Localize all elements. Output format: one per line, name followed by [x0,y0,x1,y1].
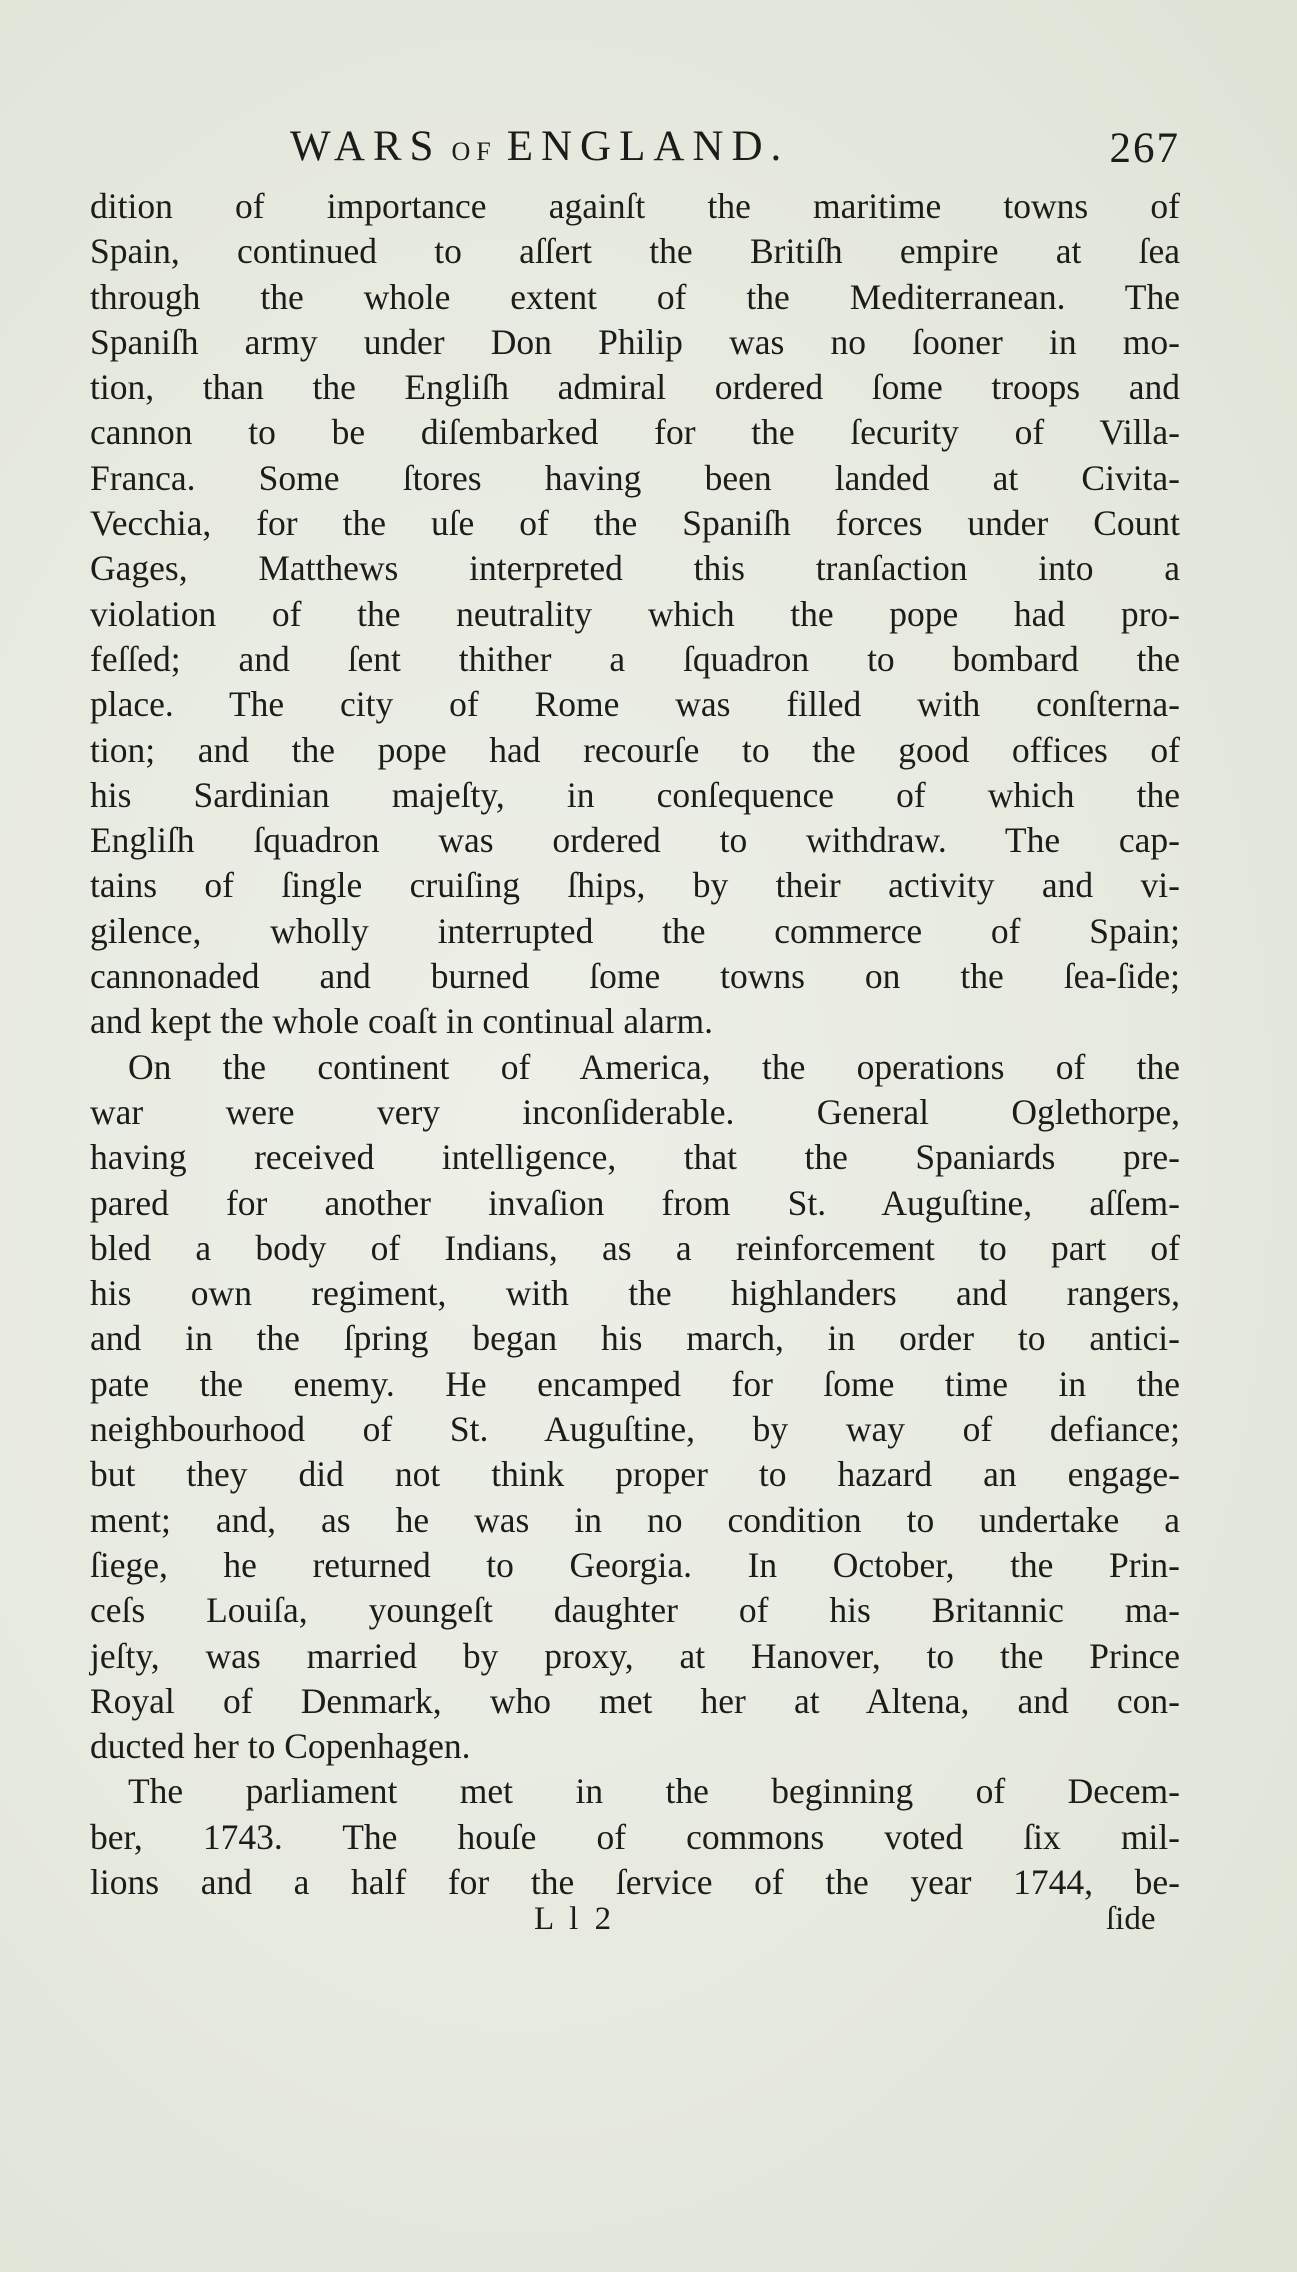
text-line: The parliament met in the beginning of Decem- [128,1771,1180,1812]
text-line: but they did not think proper to hazard an engage- [90,1454,1180,1495]
text-line: Gages, Matthews interpreted this tranſaction into a [90,548,1180,589]
text-line: Royal of Denmark, who met her at Altena, and con- [90,1680,1180,1721]
text-line: ber, 1743. The houſe of commons voted ſix mil- [90,1816,1180,1857]
text-line: his own regiment, with the highlanders and rangers, [90,1273,1180,1314]
text-line: ducted her to Copenhagen. [90,1726,471,1767]
text-line: jeſty, was married by proxy, at Hanover, to the Prince [90,1635,1180,1676]
text-line: Vecchia, for the uſe of the Spaniſh forces under Count [90,503,1180,544]
signature-mark: L l 2 [534,1901,616,1938]
running-title [290,122,789,171]
text-line: cannon to be diſembarked for the ſecurity of Villa- [90,412,1180,453]
text-line: Spaniſh army under Don Philip was no ſooner in mo- [90,321,1180,362]
text-line: bled a body of Indians, as a reinforcement to part of [90,1227,1180,1268]
text-line: tains of ſingle cruiſing ſhips, by their activity and vi- [90,865,1180,906]
text-line: Spain, continued to aſſert the Britiſh empire at ſea [90,231,1180,272]
text-line: ment; and, as he was in no condition to undertake a [90,1499,1180,1540]
text-line: and in the ſpring began his march, in order to antici- [90,1318,1180,1359]
text-line: violation of the neutrality which the pope had pro- [90,593,1180,634]
text-line: pared for another invaſion from St. Auguſtine, aſſem- [90,1182,1180,1223]
page-number: 267 [1109,125,1180,172]
text-line: gilence, wholly interrupted the commerce of Spain; [90,910,1180,951]
page-footer [90,1901,1180,1949]
text-line: cannonaded and burned ſome towns on the ſea-ſide; [90,956,1180,997]
title-left: WARS [290,123,442,170]
text-line: his Sardinian majeſty, in conſequence of which the [90,774,1180,815]
text-line: tion; and the pope had recourſe to the good offices of [90,729,1180,770]
text-line: feſſed; and ſent thither a ſquadron to bombard the [90,638,1180,679]
text-line: tion, than the Engliſh admiral ordered ſome troops and [90,367,1180,408]
text-line: ſiege, he returned to Georgia. In October, the Prin- [90,1544,1180,1585]
text-line: Franca. Some ſtores having been landed at Civita- [90,457,1180,498]
text-line: war were very inconſiderable. General Oglethorpe, [90,1091,1180,1132]
text-line: through the whole extent of the Mediterranean. The [90,276,1180,317]
title-of: OF [451,137,497,166]
running-header [90,122,1180,184]
text-line: and kept the whole coaſt in continual alarm. [90,1001,714,1042]
text-line: On the continent of America, the operations of the [128,1046,1180,1087]
text-line: place. The city of Rome was filled with conſterna- [90,684,1180,725]
text-line: having received intelligence, that the Spaniards pre- [90,1137,1180,1178]
body-text [90,184,1180,1905]
text-line: dition of importance againſt the maritime towns of [90,186,1180,226]
catchword: ſide [1106,1901,1156,1938]
text-line: Engliſh ſquadron was ordered to withdraw. The cap- [90,820,1180,861]
page-content [90,122,1180,1949]
title-right: ENGLAND. [506,123,790,170]
text-line: lions and a half for the ſervice of the year 1744, be- [90,1861,1180,1902]
text-line: neighbourhood of St. Auguſtine, by way of defiance; [90,1409,1180,1450]
text-line: ceſs Louiſa, youngeſt daughter of his Britannic ma- [90,1590,1180,1631]
text-line: pate the enemy. He encamped for ſome time in the [90,1363,1180,1404]
